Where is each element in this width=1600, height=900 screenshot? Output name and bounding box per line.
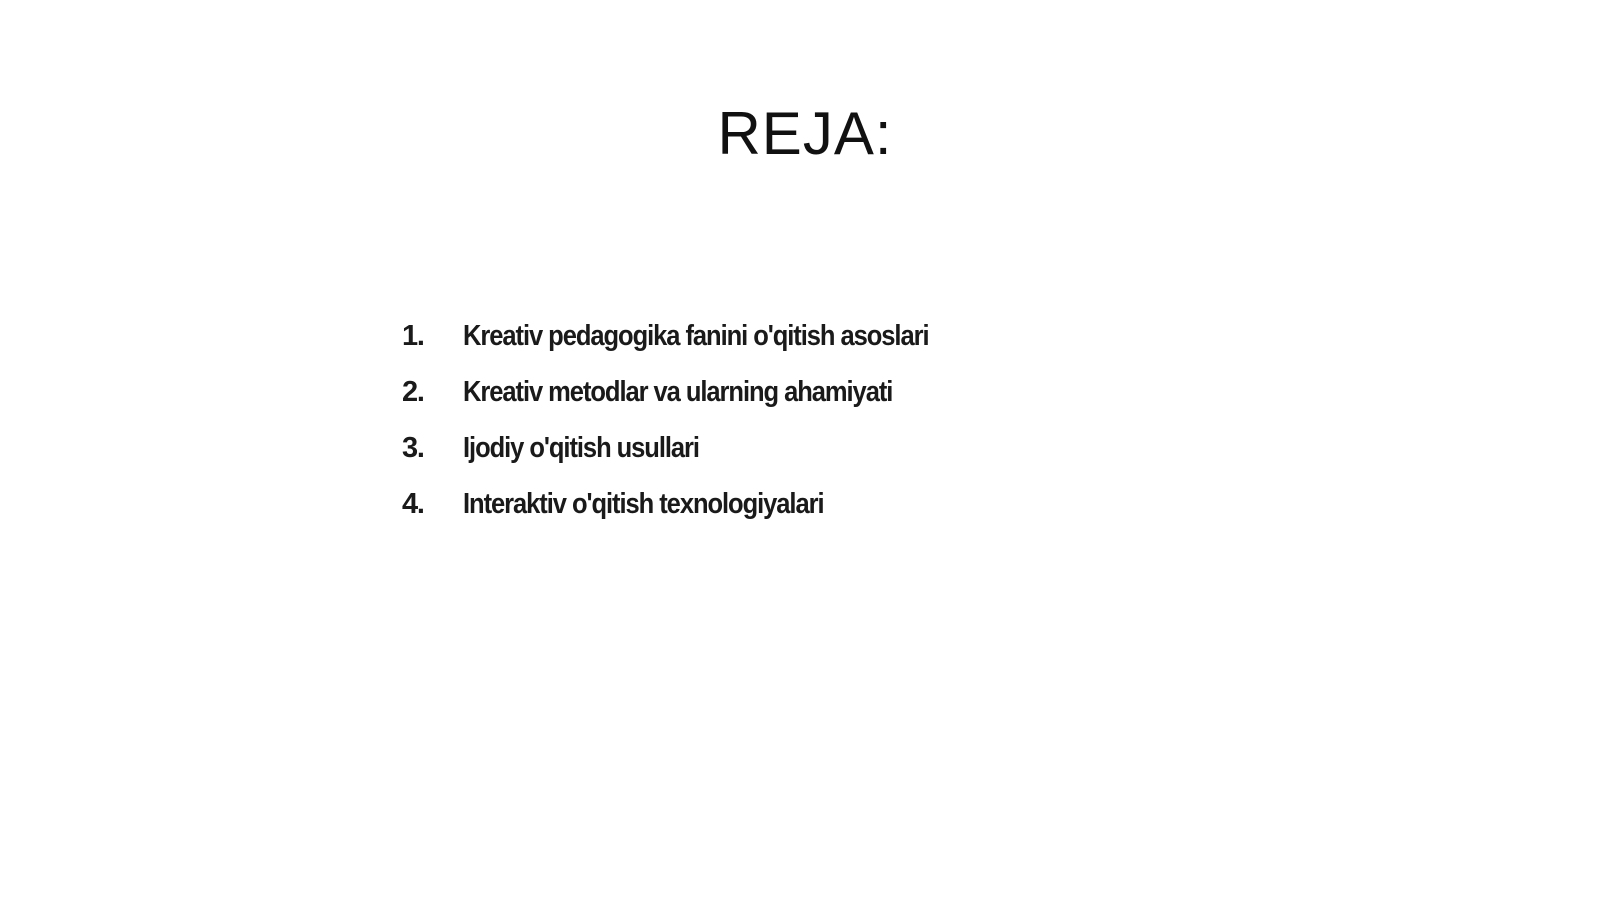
list-item-text: Kreativ pedagogika fanini o'qitish asoslari <box>463 320 929 352</box>
list-item-number: 2. <box>402 376 424 408</box>
agenda-list <box>402 320 992 544</box>
list-item-text: Kreativ metodlar va ularning ahamiyati <box>463 376 893 408</box>
list-item-number: 1. <box>402 320 424 352</box>
list-item <box>402 432 992 488</box>
list-item-text: Interaktiv o'qitish texnologiyalari <box>463 488 824 520</box>
list-item <box>402 376 992 432</box>
list-item-number: 3. <box>402 432 424 464</box>
list-item <box>402 320 992 376</box>
list-item-number: 4. <box>402 488 424 520</box>
list-item <box>402 488 992 544</box>
slide-title: REJA: <box>717 100 893 167</box>
list-item-text: Ijodiy o'qitish usullari <box>463 432 699 464</box>
